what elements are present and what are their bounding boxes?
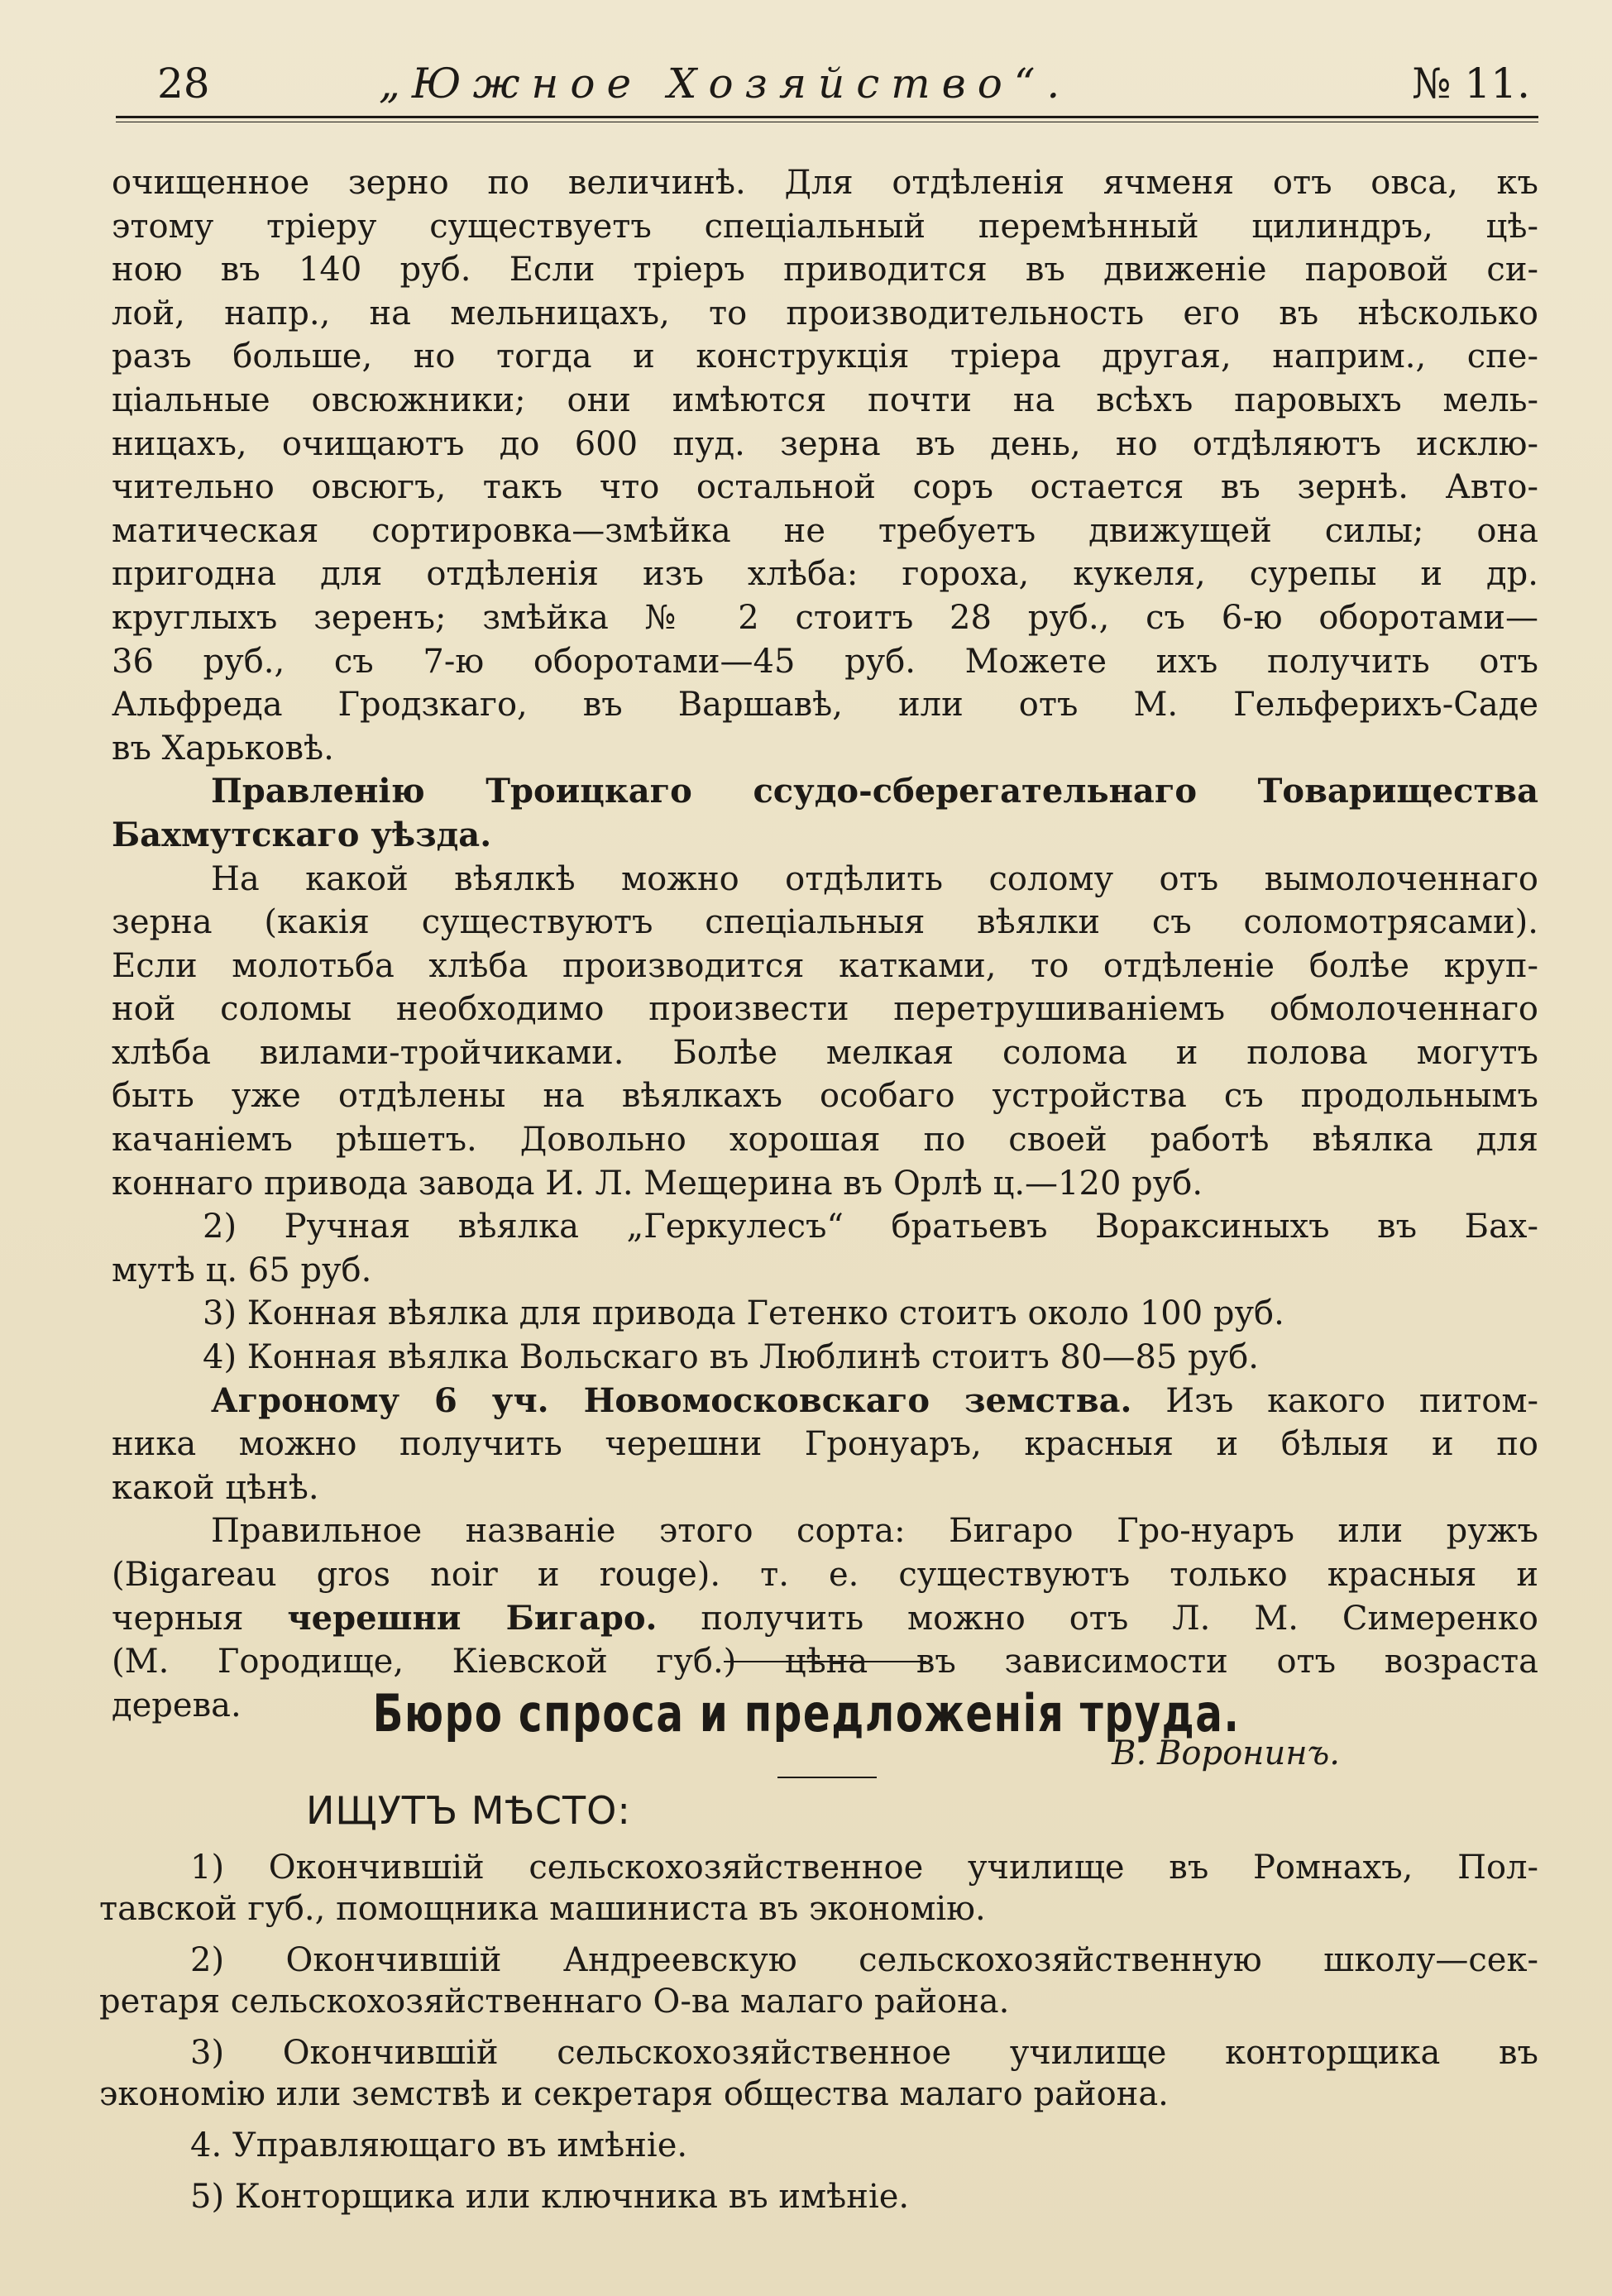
header-rule	[116, 116, 1538, 118]
text-line: На какой вѣялкѣ можно отдѣлить солому отъ вымолоченнаго	[211, 859, 1538, 898]
list-item	[99, 2176, 1538, 2217]
text-line: Агроному 6 уч. Новомосковскаго земства. Изъ какого питом-	[211, 1380, 1538, 1420]
text-line: разъ больше, но тогда и конструкція тріера другая, наприм., спе-	[112, 337, 1538, 376]
text-line: дерева.	[112, 1686, 242, 1724]
list-item	[99, 1847, 1538, 1930]
page-number: 28	[157, 60, 210, 108]
text-line: ною въ 140 руб. Если тріеръ приводится въ движеніе паровой си-	[112, 251, 1538, 289]
running-header	[157, 60, 1530, 117]
text-line: ника можно получить черешни Гронуаръ, красныя и бѣлыя и по	[112, 1425, 1538, 1464]
text-line: мутѣ ц. 65 руб.	[112, 1251, 372, 1289]
text-line: 2) Окончившій Андреевскую сельскохозяйственную школу—сек-	[190, 1941, 1538, 1979]
text-line: круглыхъ зеренъ; змѣйка № 2 стоитъ 28 руб., съ 6-ю оборотами—	[112, 598, 1538, 637]
text-line: 3) Окончившій сельскохозяйственное училище конторщика въ	[190, 2034, 1538, 2072]
text-line: пригодна для отдѣленія изъ хлѣба: гороха, кукеля, сурепы и др.	[112, 555, 1538, 594]
text-line: тавской губ., помощника машиниста въ экономію.	[99, 1890, 986, 1928]
text-line: коннаго привода завода И. Л. Мещерина въ Орлѣ ц.—120 руб.	[112, 1164, 1203, 1203]
text-line: (М. Городище, Кіевской губ.) цѣна въ зависимости отъ возраста	[112, 1643, 1538, 1681]
title-underline	[777, 1777, 877, 1778]
section-subheading: ИЩУТЪ МѢСТО:	[306, 1788, 631, 1833]
text-line: (Bigareau gros noir и rouge). т. е. существуютъ только красныя и	[112, 1556, 1538, 1594]
text-line: ретаря сельскохозяйственнаго О-ва малаго района.	[99, 1983, 1010, 2021]
text-line: быть уже отдѣлены на вѣялкахъ особаго устройства съ продольнымъ	[112, 1077, 1538, 1116]
list-item	[99, 2032, 1538, 2115]
text-line: 3) Конная вѣялка для привода Гетенко стоитъ около 100 руб.	[203, 1294, 1284, 1333]
text-line: очищенное зерно по величинѣ. Для отдѣленія ячменя отъ овса, къ	[112, 164, 1538, 202]
text-line: какой цѣнѣ.	[112, 1468, 319, 1507]
journal-title: „Южное Хозяйство“.	[379, 60, 1072, 108]
text-line: 4. Управляющаго въ имѣніе.	[190, 2126, 688, 2164]
text-line: 5) Конторщика или ключника въ имѣніе.	[190, 2178, 910, 2216]
text-line: черныя черешни Бигаро. получить можно отъ Л. М. Симеренко	[112, 1598, 1538, 1638]
text-line: ціальные овсюжники; они имѣются почти на всѣхъ паровыхъ мель-	[112, 380, 1538, 419]
text-line: матическая сортировка—змѣйка не требуетъ движущей силы; она	[112, 511, 1538, 550]
addressee-heading: Агроному 6 уч. Новомосковскаго земства.	[211, 1380, 1132, 1420]
text-line: экономію или земствѣ и секретаря общества малаго района.	[99, 2075, 1169, 2113]
text-line: ницахъ, очищаютъ до 600 пуд. зерна въ день, но отдѣляютъ исклю-	[112, 424, 1538, 463]
section-divider	[724, 1661, 926, 1662]
list-item	[99, 2125, 1538, 2166]
text-line: Правильное названіе этого сорта: Бигаро Гро-нуаръ или ружъ	[211, 1512, 1538, 1551]
text-line: въ Харьковѣ.	[112, 729, 334, 768]
text-line: 2) Ручная вѣялка „Геркулесъ“ братьевъ Вораксиныхъ въ Бах-	[203, 1208, 1538, 1246]
job-listings	[99, 1847, 1538, 2227]
addressee-heading: Правленію Троицкаго ссудо-сберегательнаго Товарищества	[211, 772, 1538, 811]
text-line: Если молотьба хлѣба производится катками, то отдѣленіе болѣе круп-	[112, 946, 1538, 985]
text-line: этому тріеру существуетъ спеціальный перемѣнный цилиндръ, цѣ-	[112, 207, 1538, 246]
text-line: 4) Конная вѣялка Вольскаго въ Люблинѣ стоитъ 80—85 руб.	[203, 1338, 1259, 1377]
text-line: качаніемъ рѣшетъ. Довольно хорошая по своей работѣ вѣялка для	[112, 1121, 1538, 1160]
article-body	[112, 161, 1538, 1776]
section-title: Бюро спроса и предложенія труда.	[372, 1683, 1241, 1744]
text-line: лой, напр., на мельницахъ, то производительность его въ нѣсколько	[112, 294, 1538, 332]
author-signature: В. Воронинъ.	[1112, 1734, 1340, 1773]
text-line: 1) Окончившій сельскохозяйственное училище въ Ромнахъ, Пол-	[190, 1849, 1538, 1887]
list-item	[99, 1940, 1538, 2022]
issue-number: № 11.	[1412, 60, 1530, 108]
text-line: ной соломы необходимо произвести перетрушиваніемъ обмолоченнаго	[112, 990, 1538, 1029]
text-line: чительно овсюгъ, такъ что остальной соръ остается въ зернѣ. Авто-	[112, 468, 1538, 507]
text-line: 36 руб., съ 7-ю оборотами—45 руб. Можете ихъ получить отъ	[112, 642, 1538, 681]
text-line: хлѣба вилами-тройчиками. Болѣе мелкая солома и полова могутъ	[112, 1033, 1538, 1072]
text-line: зерна (какія существуютъ спеціальныя вѣялки съ соломотрясами).	[112, 903, 1538, 942]
text-line: Альфреда Гродзкаго, въ Варшавѣ, или отъ М. Гельферихъ-Саде	[112, 686, 1538, 725]
addressee-heading: Бахмутскаго уѣзда.	[112, 815, 492, 854]
